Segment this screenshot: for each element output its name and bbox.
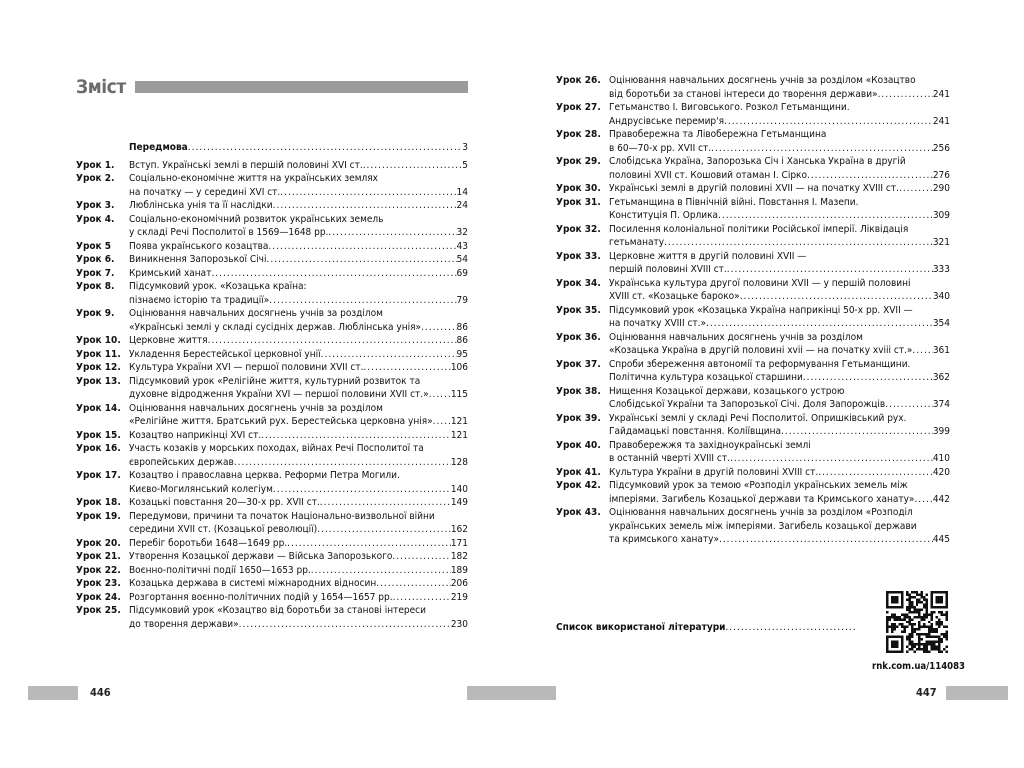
page-ref: 182: [450, 551, 468, 562]
lesson-title: Культура України XVI — першої половини XVII ст.: [129, 362, 364, 373]
leader-dots: [429, 388, 451, 402]
toc-entry: [76, 429, 468, 443]
toc-list-right: [556, 74, 950, 547]
leader-dots: [725, 622, 856, 633]
right-page: [512, 0, 1024, 768]
leader-dots: [803, 371, 933, 385]
lesson-title: у складі Речі Посполитої в 1569—1648 рр.: [129, 227, 329, 238]
lesson-number: Урок 10.: [76, 335, 121, 346]
leader-dots: [727, 263, 933, 277]
toc-entry: [76, 375, 468, 402]
lesson-number: Урок 8.: [76, 281, 115, 292]
page-ref: 106: [450, 362, 468, 373]
lesson-title-line: Участь козаків у морських походах, війнах Речі Посполитої та: [129, 443, 424, 454]
leader-dots: [320, 496, 451, 510]
lesson-number: Урок 13.: [76, 375, 121, 387]
lesson-number: Урок 33.: [556, 250, 601, 262]
leader-dots: [912, 344, 932, 358]
footer-bar-center-right: [512, 686, 556, 700]
lesson-number: Урок 25.: [76, 605, 121, 616]
lesson-title: європейських держав: [129, 456, 234, 468]
lesson-title: Києво-Могилянський колегіум: [129, 483, 273, 495]
page-ref: 162: [450, 524, 468, 535]
page-ref: 256: [932, 142, 950, 154]
lesson-title: гетьманату: [609, 237, 665, 248]
lesson-title-line: Підсумковий урок за темою «Розподіл українських земель між: [609, 480, 908, 491]
lesson-title: «Українські землі у складі сусідніх держав. Люблінська унія»: [129, 321, 421, 333]
lesson-title: та кримського ханату»: [609, 534, 719, 545]
lesson-title-line: Посилення колоніальної політики Російської імперії. Ліквідація: [609, 223, 909, 235]
page-ref: 189: [450, 564, 468, 576]
page-ref: 86: [456, 321, 468, 333]
lesson-title: першій половині XVIII ст.: [609, 264, 727, 275]
leader-dots: [730, 452, 933, 466]
lesson-title: «Козацька Україна в другій половині xvii — на початку xviii ст.»: [609, 345, 913, 356]
lesson-title: Українські землі в другій половині XVII — на початку XVIII ст.: [609, 183, 899, 194]
page-ref: 230: [450, 618, 468, 630]
leader-dots: [914, 493, 932, 507]
page-ref: 121: [450, 429, 468, 441]
lesson-title: Церковне життя: [129, 335, 208, 346]
footer-bar-right: [946, 686, 1008, 700]
resource-url: rnk.com.ua/114083: [872, 661, 965, 672]
lesson-title-line: Українська культура другої половини XVII — у першій половині: [609, 277, 911, 289]
lesson-title: Слобідської України та Запорозької Січі. Доля Запорожців: [609, 399, 886, 410]
leader-dots: [317, 523, 451, 537]
page-number-left: 446: [90, 686, 111, 699]
lesson-number: Урок 19.: [76, 510, 121, 522]
lesson-number: Урок 2.: [76, 173, 115, 184]
toc-entry: [556, 223, 950, 250]
lesson-title-line: Козацтво і православна церква. Реформи Петра Могили.: [129, 470, 400, 481]
leader-dots: [885, 398, 933, 412]
leader-dots: [363, 159, 463, 173]
toc-entry: [76, 361, 468, 375]
page-ref: 14: [456, 186, 468, 198]
lesson-title: половині XVII ст. Кошовий отаман І. Сірко: [609, 169, 807, 181]
lesson-title-line: Гетьманство І. Виговського. Розкол Гетьманщини.: [609, 102, 850, 113]
toc-entry: [556, 155, 950, 182]
leader-dots: [433, 415, 451, 429]
lesson-number: Урок 21.: [76, 551, 121, 562]
lesson-title: Кримський ханат: [129, 267, 212, 279]
lesson-number: Урок 23.: [76, 578, 121, 589]
leader-dots: [421, 321, 457, 335]
leader-dots: [664, 236, 933, 250]
page-ref: 340: [932, 291, 950, 302]
lesson-number: Урок 12.: [76, 362, 121, 373]
toc-entry: [556, 358, 950, 385]
toc-entry: [76, 496, 468, 510]
lesson-title-line: Гетьманщина в Північній війні. Повстання І. Мазепи.: [609, 196, 859, 208]
lesson-number: Урок 31.: [556, 196, 601, 208]
lesson-number: Урок 35.: [556, 304, 601, 316]
lesson-number: Урок 26.: [556, 75, 601, 86]
leader-dots: [719, 533, 933, 547]
leader-dots: [268, 240, 456, 254]
toc-entry: [76, 159, 468, 173]
lesson-number: Урок 17.: [76, 470, 121, 481]
page-ref: 54: [456, 254, 468, 265]
leader-dots: [718, 209, 933, 223]
lesson-title: Козацька держава в системі міжнародних відносин: [129, 578, 377, 589]
lesson-number: Урок 42.: [556, 480, 601, 491]
toc-entry: [76, 402, 468, 429]
toc-entry: [556, 466, 950, 480]
lesson-title: Культура України в другій половині XVIII ст.: [609, 466, 819, 478]
toc-list-left: [76, 141, 468, 631]
footer-bar-left: [28, 686, 78, 700]
lesson-number: Урок 32.: [556, 223, 601, 235]
lesson-number: Урок 11.: [76, 348, 121, 360]
lesson-title: Виникнення Запорозької Січі: [129, 254, 267, 265]
lesson-number: Урок 36.: [556, 331, 601, 343]
page-ref: 333: [932, 264, 950, 275]
page-ref: 399: [932, 426, 950, 437]
toc-entry: [556, 182, 950, 196]
lesson-title: Розгортання воєнно-політичних подій у 1654—1657 рр.: [129, 591, 393, 603]
lesson-title-line: Соціально-економічний розвиток українських земель: [129, 213, 384, 225]
lesson-title-line: Оцінювання навчальних досягнень учнів за розділом: [609, 331, 863, 343]
lesson-title: Утворення Козацької держави — Війська Запорозького: [129, 551, 393, 562]
leader-dots: [781, 425, 933, 439]
leader-dots: [818, 466, 933, 480]
lesson-title: на початку — у середині XVI ст.: [129, 186, 281, 198]
lesson-number: [76, 141, 129, 155]
page-ref: 362: [932, 372, 950, 383]
toc-entry: [556, 101, 950, 128]
toc-entry: [556, 439, 950, 466]
page-ref: 374: [932, 399, 950, 410]
leader-dots: [392, 550, 450, 564]
lesson-number: Урок 3.: [76, 200, 115, 211]
lesson-number: Урок 14.: [76, 402, 121, 414]
lesson-title: Вступ. Українські землі в першій половині XVI ст.: [129, 159, 363, 171]
lesson-title-line: українських земель між імперіями. Загибель козацької держави: [609, 520, 917, 532]
toc-entry: [76, 348, 468, 362]
lesson-title: імперіями. Загибель Козацької держави та Кримського ханату»: [609, 493, 915, 505]
lesson-number: Урок 20.: [76, 537, 121, 549]
lesson-number: Урок 34.: [556, 277, 601, 289]
lesson-number: Урок 40.: [556, 439, 601, 451]
page-ref: 79: [456, 294, 468, 306]
lesson-title-line: Підсумковий урок «Козацька Україна наприкінці 50-х рр. XVII —: [609, 304, 913, 316]
lesson-title: в 60—70-х рр. XVII ст.: [609, 142, 712, 154]
lesson-title: Люблінська унія та її наслідки: [129, 200, 273, 211]
lesson-number: Урок 6.: [76, 254, 115, 265]
lesson-title: Поява українського козацтва: [129, 240, 269, 252]
lesson-title: пізнаємо історію та традиції»: [129, 294, 270, 306]
lesson-title-line: Оцінювання навчальних досягнень учнів за розділом «Козацтво: [609, 75, 916, 86]
lesson-title: Гайдамацькі повстання. Коліївщина: [609, 426, 782, 437]
leader-dots: [321, 348, 457, 362]
page-ref: 115: [450, 389, 468, 400]
lesson-number: Урок 43.: [556, 507, 601, 518]
leader-dots: [188, 141, 463, 155]
page-ref: 128: [450, 456, 468, 468]
lesson-title: Політична культура козацької старшини: [609, 372, 803, 383]
lesson-title: XVIII ст. «Козацьке бароко»: [609, 291, 740, 302]
lesson-number: Урок 7.: [76, 267, 115, 279]
leader-dots: [267, 253, 457, 267]
lesson-number: Урок 30.: [556, 183, 601, 194]
page-ref: 24: [456, 200, 468, 211]
toc-entry: [556, 277, 950, 304]
leader-dots: [239, 618, 451, 632]
page-ref: 86: [456, 335, 468, 346]
page-ref: 95: [456, 348, 468, 360]
lesson-number: Урок 4.: [76, 213, 115, 225]
lesson-title-line: Оцінювання навчальних досягнень учнів за розділом: [129, 308, 383, 319]
lesson-number: Урок 28.: [556, 129, 601, 140]
page-ref: 445: [932, 534, 950, 545]
page-ref: 206: [450, 578, 468, 589]
toc-entry: [556, 479, 950, 506]
leader-dots: [273, 483, 451, 497]
leader-dots: [706, 317, 933, 331]
lesson-number: Урок 24.: [76, 591, 121, 603]
toc-entry: [556, 128, 950, 155]
leader-dots: [393, 591, 451, 605]
qr-code-icon: [886, 591, 948, 653]
page-ref: 171: [450, 537, 468, 549]
leader-dots: [273, 199, 457, 213]
toc-entry: [76, 280, 468, 307]
toc-entry: [76, 267, 468, 281]
lesson-number: Урок 37.: [556, 358, 601, 370]
page-ref: 43: [456, 240, 468, 252]
lesson-title-line: Спроби збереження автономії та реформування Гетьманщини.: [609, 358, 911, 370]
toc-entry: [76, 537, 468, 551]
page-ref: 32: [456, 227, 468, 238]
leader-dots: [807, 169, 933, 183]
literature-entry: [556, 622, 856, 633]
toc-entry: [76, 510, 468, 537]
leader-dots: [724, 115, 933, 129]
leader-dots: [211, 267, 456, 281]
lesson-number: Урок 27.: [556, 102, 601, 113]
lesson-title: до творення держави»: [129, 618, 239, 630]
lesson-title-line: Підсумковий урок «Релігійне життя, культурний розвиток та: [129, 375, 421, 387]
page-ref: 3: [462, 142, 468, 153]
leader-dots: [740, 290, 933, 304]
lesson-title-line: Соціально-економічне життя на українських землях: [129, 173, 378, 184]
page-ref: 149: [450, 497, 468, 508]
toc-entry: [556, 250, 950, 277]
page-ref: 410: [932, 453, 950, 464]
toc-entry: [76, 604, 468, 631]
toc-entry: [556, 506, 950, 547]
leader-dots: [899, 182, 933, 196]
lesson-title-line: Оцінювання навчальних досягнень учнів за розділом: [129, 402, 383, 414]
lesson-number: Урок 29.: [556, 156, 601, 167]
page-ref: 140: [450, 483, 468, 495]
lesson-title-line: Оцінювання навчальних досягнень учнів за розділом «Розподіл: [609, 507, 913, 518]
lesson-number: Урок 41.: [556, 466, 601, 478]
page-ref: 241: [932, 88, 950, 100]
toc-entry: [556, 412, 950, 439]
lesson-title-line: Нищення Козацької держави, козацького устрою: [609, 385, 845, 397]
lesson-title-line: Підсумковий урок. «Козацька країна:: [129, 281, 307, 292]
lesson-title: «Релігійне життя. Братський рух. Берестейська церковна унія»: [129, 416, 433, 427]
toc-entry: [76, 213, 468, 240]
lesson-number: Урок 15.: [76, 429, 121, 441]
lesson-number: Урок 9.: [76, 308, 115, 319]
page-ref: 309: [932, 210, 950, 221]
lesson-title: від боротьби за станові інтереси до творення держави»: [609, 88, 878, 100]
page-ref: 442: [932, 493, 950, 505]
leader-dots: [261, 429, 451, 443]
toc-entry: [556, 385, 950, 412]
lesson-number: Урок 22.: [76, 564, 121, 576]
toc-entry: [556, 74, 950, 101]
leader-dots: [287, 537, 451, 551]
leader-dots: [311, 564, 451, 578]
lesson-number: Урок 39.: [556, 412, 601, 424]
heading-bar: [135, 81, 468, 93]
lesson-title: Укладення Берестейської церковної унії: [129, 348, 321, 360]
lesson-number: Урок 38.: [556, 385, 601, 397]
footer-bar-center-left: [467, 686, 512, 700]
page-ref: 121: [450, 416, 468, 427]
toc-entry: [76, 591, 468, 605]
page-ref: 354: [932, 318, 950, 329]
page-ref: 321: [932, 237, 950, 248]
toc-entry: [76, 141, 468, 155]
page-ref: 420: [932, 466, 950, 478]
page-number-right: 447: [916, 686, 937, 699]
leader-dots: [878, 88, 933, 102]
toc-entry: [76, 577, 468, 591]
page-ref: 241: [932, 115, 950, 127]
lesson-title-line: Церковне життя в другій половині XVII —: [609, 250, 807, 262]
page-ref: 276: [932, 169, 950, 181]
toc-title: Зміст: [76, 76, 126, 98]
leader-dots: [269, 294, 456, 308]
page-ref: 69: [456, 267, 468, 279]
toc-entry: [76, 334, 468, 348]
toc-entry: [76, 469, 468, 496]
lesson-title: Перебіг боротьби 1648—1649 рр.: [129, 537, 288, 549]
lesson-title-line: Слобідська Україна, Запорозька Січ і Ханська Україна в другій: [609, 156, 906, 167]
lesson-number: Урок 5: [76, 240, 112, 252]
lesson-title-line: Правобережна та Лівобережна Гетьманщина: [609, 129, 827, 140]
toc-entry: [76, 172, 468, 199]
leader-dots: [234, 456, 451, 470]
leader-dots: [280, 186, 456, 200]
toc-entry: [556, 304, 950, 331]
lesson-number: Урок 18.: [76, 497, 121, 508]
lesson-title: Козацтво наприкінці XVI ст.: [129, 429, 262, 441]
toc-entry: [76, 442, 468, 469]
toc-entry: [76, 307, 468, 334]
lesson-number: Урок 1.: [76, 159, 115, 171]
lesson-title: середини XVII ст. (Козацької революції): [129, 524, 318, 535]
lesson-title: Воєнно-політичні події 1650—1653 рр.: [129, 564, 311, 576]
lesson-title-line: Українські землі у складі Речі Посполитої. Опришківський рух.: [609, 412, 907, 424]
toc-entry: [76, 240, 468, 254]
leader-dots: [328, 226, 456, 240]
lesson-title: Козацькі повстання 20—30-х рр. XVII ст.: [129, 497, 320, 508]
lesson-title: в останній чверті XVIII ст.: [609, 453, 730, 464]
page-ref: 5: [462, 159, 468, 171]
leader-dots: [208, 334, 457, 348]
lesson-title: Андрусівське перемир'я: [609, 115, 725, 127]
leader-dots: [376, 577, 451, 591]
page-ref: 219: [450, 591, 468, 603]
lesson-number: Урок 16.: [76, 443, 121, 454]
leader-dots: [363, 361, 450, 375]
lesson-title-line: Правобережжя та західноукраїнські землі: [609, 439, 811, 451]
toc-entry: [76, 253, 468, 267]
toc-heading: [76, 74, 468, 100]
page-ref: 290: [932, 183, 950, 194]
lesson-title: Конституція П. Орлика: [609, 210, 719, 221]
lesson-title-line: Підсумковий урок «Козацтво від боротьби за станові інтереси: [129, 605, 426, 616]
toc-entry: [556, 196, 950, 223]
toc-entry: [76, 199, 468, 213]
toc-entry: [76, 564, 468, 578]
lesson-title: на початку XVIII ст.»: [609, 318, 706, 329]
page-ref: 361: [932, 345, 950, 356]
literature-label: Список використаної літератури: [556, 622, 726, 633]
toc-entry: [76, 550, 468, 564]
toc-entry: [556, 331, 950, 358]
lesson-title-line: Передумови, причини та початок Національно-визвольної війни: [129, 510, 435, 522]
lesson-title: Передмова: [129, 142, 188, 153]
leader-dots: [711, 142, 933, 156]
lesson-title: духовне відродження України XVI — першої половини XVII ст.»: [129, 389, 429, 400]
